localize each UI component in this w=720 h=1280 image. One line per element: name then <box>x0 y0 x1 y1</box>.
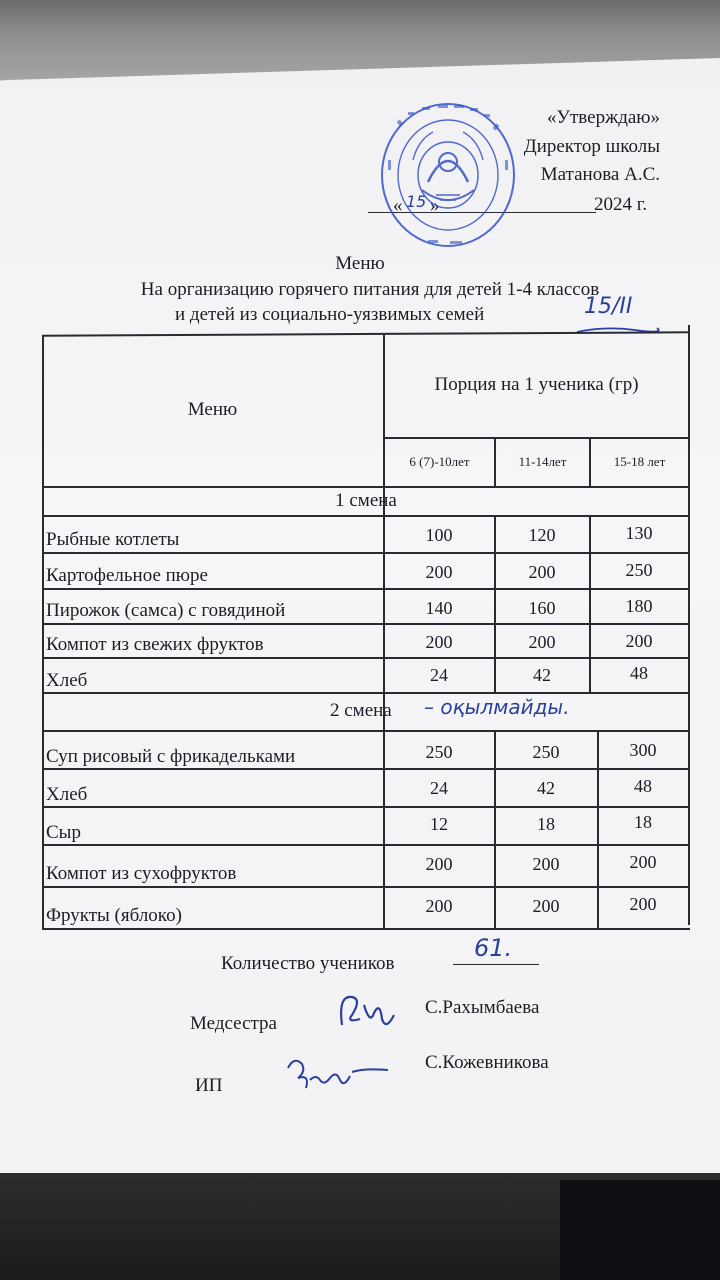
approval-date-close-quote: » <box>430 195 440 216</box>
portion-value: 200 <box>425 562 453 582</box>
dish-name: Сыр <box>46 822 81 843</box>
portion-value: 180 <box>625 596 653 616</box>
portion-value: 42 <box>533 665 551 685</box>
nurse-name: С.Рахымбаева <box>425 997 540 1018</box>
menu-table <box>42 325 690 930</box>
dish-name: Пирожок (самса) с говядиной <box>46 600 286 621</box>
official-stamp-seal <box>378 100 518 250</box>
dish-name: Картофельное пюре <box>46 565 208 586</box>
portion-value: 250 <box>625 560 653 580</box>
age-group-header: 6 (7)-10лет <box>409 454 470 469</box>
approval-date-year: 2024 г. <box>594 194 648 215</box>
portion-value: 120 <box>528 525 556 545</box>
portion-value: 24 <box>430 778 448 798</box>
approval-title: «Утверждаю» <box>547 107 660 128</box>
portion-value: 200 <box>425 632 453 652</box>
students-count-value: 61. <box>474 934 513 962</box>
dish-name: Хлеб <box>46 784 88 805</box>
portion-value: 18 <box>634 812 652 832</box>
portion-value: 200 <box>532 854 560 874</box>
dish-name: Компот из свежих фруктов <box>46 634 264 655</box>
students-count-line <box>453 964 539 965</box>
portion-value: 160 <box>528 598 556 618</box>
background-object <box>560 1180 720 1280</box>
students-count-label: Количество учеников <box>221 953 395 974</box>
dish-name: Фрукты (яблоко) <box>46 905 182 926</box>
ip-signature <box>280 1050 390 1100</box>
portion-value: 200 <box>425 896 453 916</box>
dish-name: Компот из сухофруктов <box>46 863 237 884</box>
column-header-menu: Меню <box>187 399 238 420</box>
portion-value: 200 <box>528 562 556 582</box>
approval-director-name: Матанова А.С. <box>540 164 660 185</box>
portion-value: 200 <box>532 896 560 916</box>
document-subtitle-line2: и детей из социально-уязвимых семей <box>175 304 485 325</box>
portion-value: 200 <box>528 632 556 652</box>
portion-value: 100 <box>425 525 453 545</box>
portion-value: 12 <box>430 814 448 834</box>
age-group-header: 15-18 лет <box>613 454 666 469</box>
portion-value: 42 <box>537 778 555 798</box>
ip-name: С.Кожевникова <box>425 1052 549 1073</box>
approval-position: Директор школы <box>523 136 660 157</box>
portion-value: 24 <box>430 665 448 685</box>
portion-value: 200 <box>629 852 657 872</box>
portion-value: 250 <box>425 742 453 762</box>
portion-value: 200 <box>629 894 657 914</box>
nurse-label: Медсестра <box>190 1013 277 1034</box>
shift-1-label: 1 смена <box>335 490 397 511</box>
portion-value: 130 <box>625 523 653 543</box>
portion-value: 140 <box>425 598 453 618</box>
portion-value: 300 <box>629 740 657 760</box>
column-header-portion: Порция на 1 ученика (гр) <box>434 374 639 395</box>
portion-value: 18 <box>537 814 555 834</box>
document-title: Меню <box>335 253 385 274</box>
portion-value: 200 <box>625 631 653 651</box>
dish-name: Хлеб <box>46 670 88 691</box>
handwritten-date: 15/II <box>584 294 633 319</box>
portion-value: 250 <box>532 742 560 762</box>
approval-date-open-quote: « <box>393 195 403 216</box>
portion-value: 48 <box>630 663 648 683</box>
age-group-header: 11-14лет <box>518 454 567 469</box>
nurse-signature <box>330 985 410 1035</box>
document-subtitle: На организацию горячего питания для детей 1-4 классов <box>140 279 600 300</box>
portion-value: 200 <box>425 854 453 874</box>
dish-name: Рыбные котлеты <box>46 529 180 550</box>
ip-label: ИП <box>195 1075 223 1096</box>
dish-name: Суп рисовый с фрикадельками <box>46 746 296 767</box>
shift-2-label: 2 смена <box>330 700 392 721</box>
portion-value: 48 <box>634 776 652 796</box>
approval-date-day: 15 <box>406 192 427 211</box>
shift-2-handwritten-note: – оқылмайды. <box>424 695 570 719</box>
